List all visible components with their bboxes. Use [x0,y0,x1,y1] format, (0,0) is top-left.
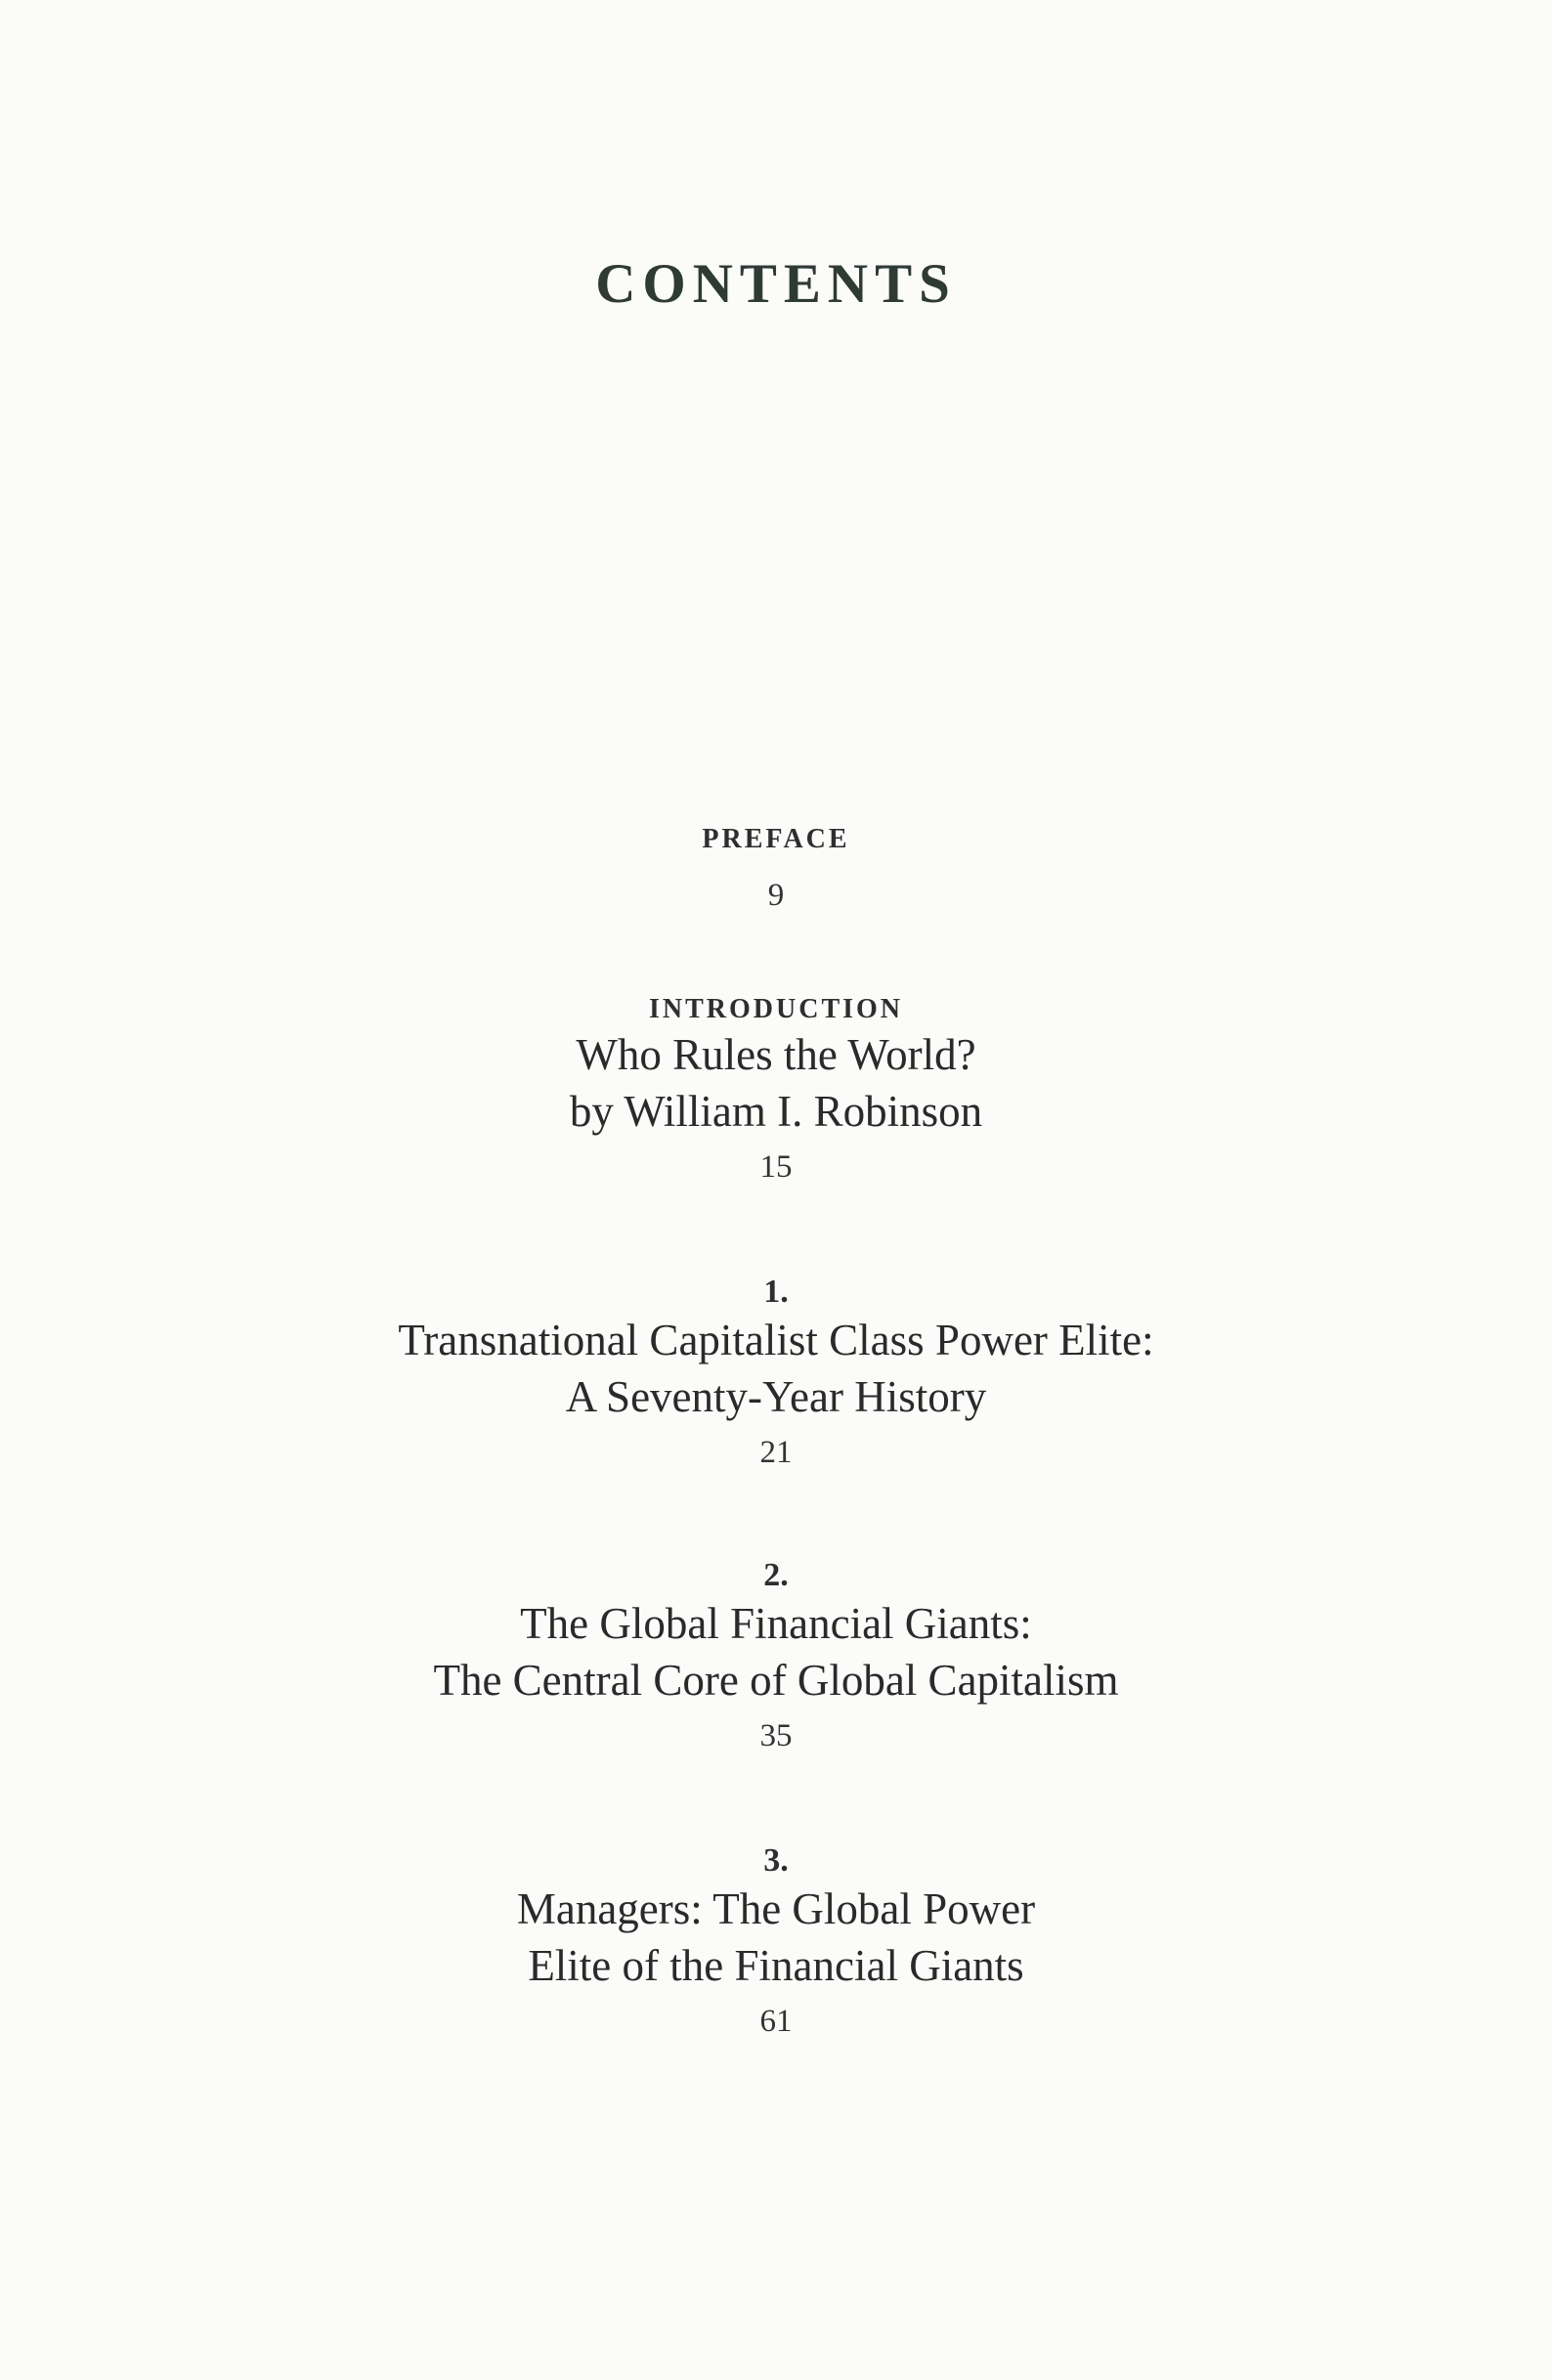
entry-page-number: 61 [759,2004,793,2039]
entry-title-line: A Seventy-Year History [565,1372,987,1421]
chapter-number: 1. [763,1274,789,1310]
entry-page-number: 21 [759,1435,793,1470]
entry-title-line: Elite of the Financial Giants [528,1941,1024,1990]
entry-title-line: Who Rules the World? [576,1030,976,1079]
entry-title-line: by William I. Robinson [569,1087,983,1136]
entry-title-line: Managers: The Global Power [516,1884,1036,1933]
entry-page-number: 15 [759,1149,793,1185]
toc-entry-introduction[interactable] [0,993,1552,1189]
entry-title-line: Transnational Capitalist Class Power Elite: [398,1316,1154,1364]
toc-entry-chapter-1[interactable] [0,1273,1552,1474]
entry-label: PREFACE [702,824,850,854]
entry-page-number: 9 [767,878,785,913]
entry-title-line: The Central Core of Global Capitalism [433,1656,1119,1705]
toc-entry-preface[interactable] [0,823,1552,917]
toc-entry-chapter-2[interactable] [0,1556,1552,1757]
page-title: CONTENTS [595,253,957,315]
chapter-number: 2. [763,1557,789,1593]
entry-page-number: 35 [759,1718,793,1753]
entry-label: INTRODUCTION [648,994,904,1024]
chapter-number: 3. [763,1842,789,1879]
toc-entry-chapter-3[interactable] [0,1841,1552,2043]
entry-title-line: The Global Financial Giants: [520,1599,1032,1648]
